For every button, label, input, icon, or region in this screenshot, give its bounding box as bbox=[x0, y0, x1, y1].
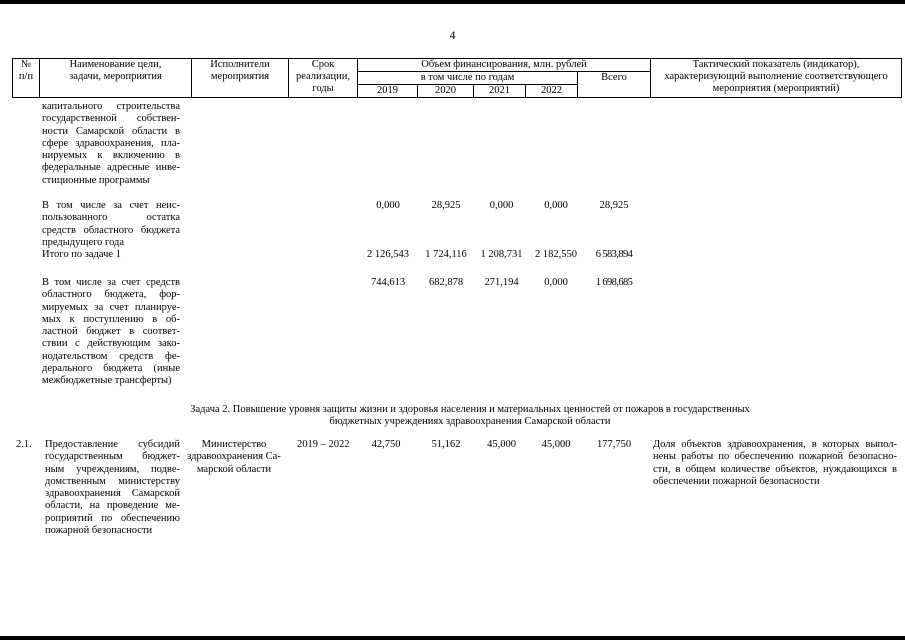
header-funding: Объем финансирования, млн. рублей bbox=[358, 59, 651, 72]
value-total: 6 583,894 bbox=[595, 249, 633, 260]
value-2022: 2 182,550 bbox=[535, 249, 577, 260]
value-2022: 0,000 bbox=[544, 200, 568, 211]
header-term: Срок реализации, годы bbox=[289, 59, 358, 98]
header-indicator: Тактический показатель (индикатор), характеризующий выполнение соответствующего мероприятия (мероприятий) bbox=[651, 59, 902, 98]
value-2021: 1 208,731 bbox=[480, 249, 523, 260]
value-2020: 51,162 bbox=[431, 439, 461, 450]
item-indicator: Доля объектов здравоохранения, в которых выпол-нены работы по обеспечению пожарной безопасно-сти, в общем количестве объектов, нуждающихся в обеспечении пожарной безопасности bbox=[653, 439, 897, 487]
header-number: № п/п bbox=[13, 59, 40, 98]
top-border bbox=[0, 0, 905, 4]
header-year: 2021 bbox=[474, 85, 526, 98]
task2-heading: Задача 2. Повышение уровня защиты жизни и здоровья населения и материальных ценностей от пожаров в государственных бюджетных учреждениях здравоохранения Самарской области bbox=[190, 404, 750, 428]
item-number: 2.1. bbox=[16, 439, 32, 450]
header-executors: Исполнители мероприятия bbox=[192, 59, 289, 98]
table-header bbox=[12, 58, 902, 98]
value-2019: 2 126,543 bbox=[367, 249, 409, 260]
header-total: Всего bbox=[578, 72, 651, 98]
value-total: 1 698,685 bbox=[595, 277, 633, 288]
row-label: В том числе за счет средств областного бюджета, фор-мируемых за счет планируе-мых к поступлению в об-ластной бюджет в соответ-ствии с действующим зако-нодательством средств фе-дерального бюджета (иные межбюджетные трансферты) bbox=[42, 277, 180, 387]
value-2022: 0,000 bbox=[544, 277, 568, 288]
header-year: 2022 bbox=[526, 85, 578, 98]
item-name: Предоставление субсидий государственным бюджет-ным учреждениям, подве-домственным министерству здравоохранения Самарской области, на проведение ме-роприятий по обеспечению пожарной безопасности bbox=[45, 439, 180, 537]
bottom-border bbox=[0, 636, 905, 640]
value-2019: 0,000 bbox=[376, 200, 400, 211]
value-total: 177,750 bbox=[596, 439, 632, 450]
item-term: 2019 – 2022 bbox=[297, 439, 350, 450]
value-2019: 42,750 bbox=[371, 439, 401, 450]
header-year: 2020 bbox=[418, 85, 474, 98]
row-label: Итого по задаче 1 bbox=[42, 249, 121, 260]
value-2020: 682,878 bbox=[428, 277, 464, 288]
header-name: Наименование цели, задачи, мероприятия bbox=[40, 59, 192, 98]
value-2021: 271,194 bbox=[484, 277, 519, 288]
value-2021: 45,000 bbox=[487, 439, 516, 450]
value-2022: 45,000 bbox=[541, 439, 571, 450]
item-executor: Министерство здравоохранения Са-марской области bbox=[187, 439, 281, 475]
value-2021: 0,000 bbox=[489, 200, 514, 211]
value-2020: 1 724,116 bbox=[425, 249, 467, 260]
header-year: 2019 bbox=[358, 85, 418, 98]
row-label: В том числе за счет неис-пользованного остатка средств областного бюджета предыдущего года bbox=[42, 200, 180, 248]
value-2020: 28,925 bbox=[431, 200, 461, 211]
page-number: 4 bbox=[449, 28, 456, 42]
header-by-years: в том числе по годам bbox=[358, 72, 578, 85]
value-total: 28,925 bbox=[599, 200, 629, 211]
continued-text: капитального строительства государственной собствен-ности Самарской области в сфере здравоохранения, пла-нируемых к включению в федеральные адресные инве-стиционные программы bbox=[42, 101, 180, 186]
value-2019: 744,613 bbox=[370, 277, 406, 288]
